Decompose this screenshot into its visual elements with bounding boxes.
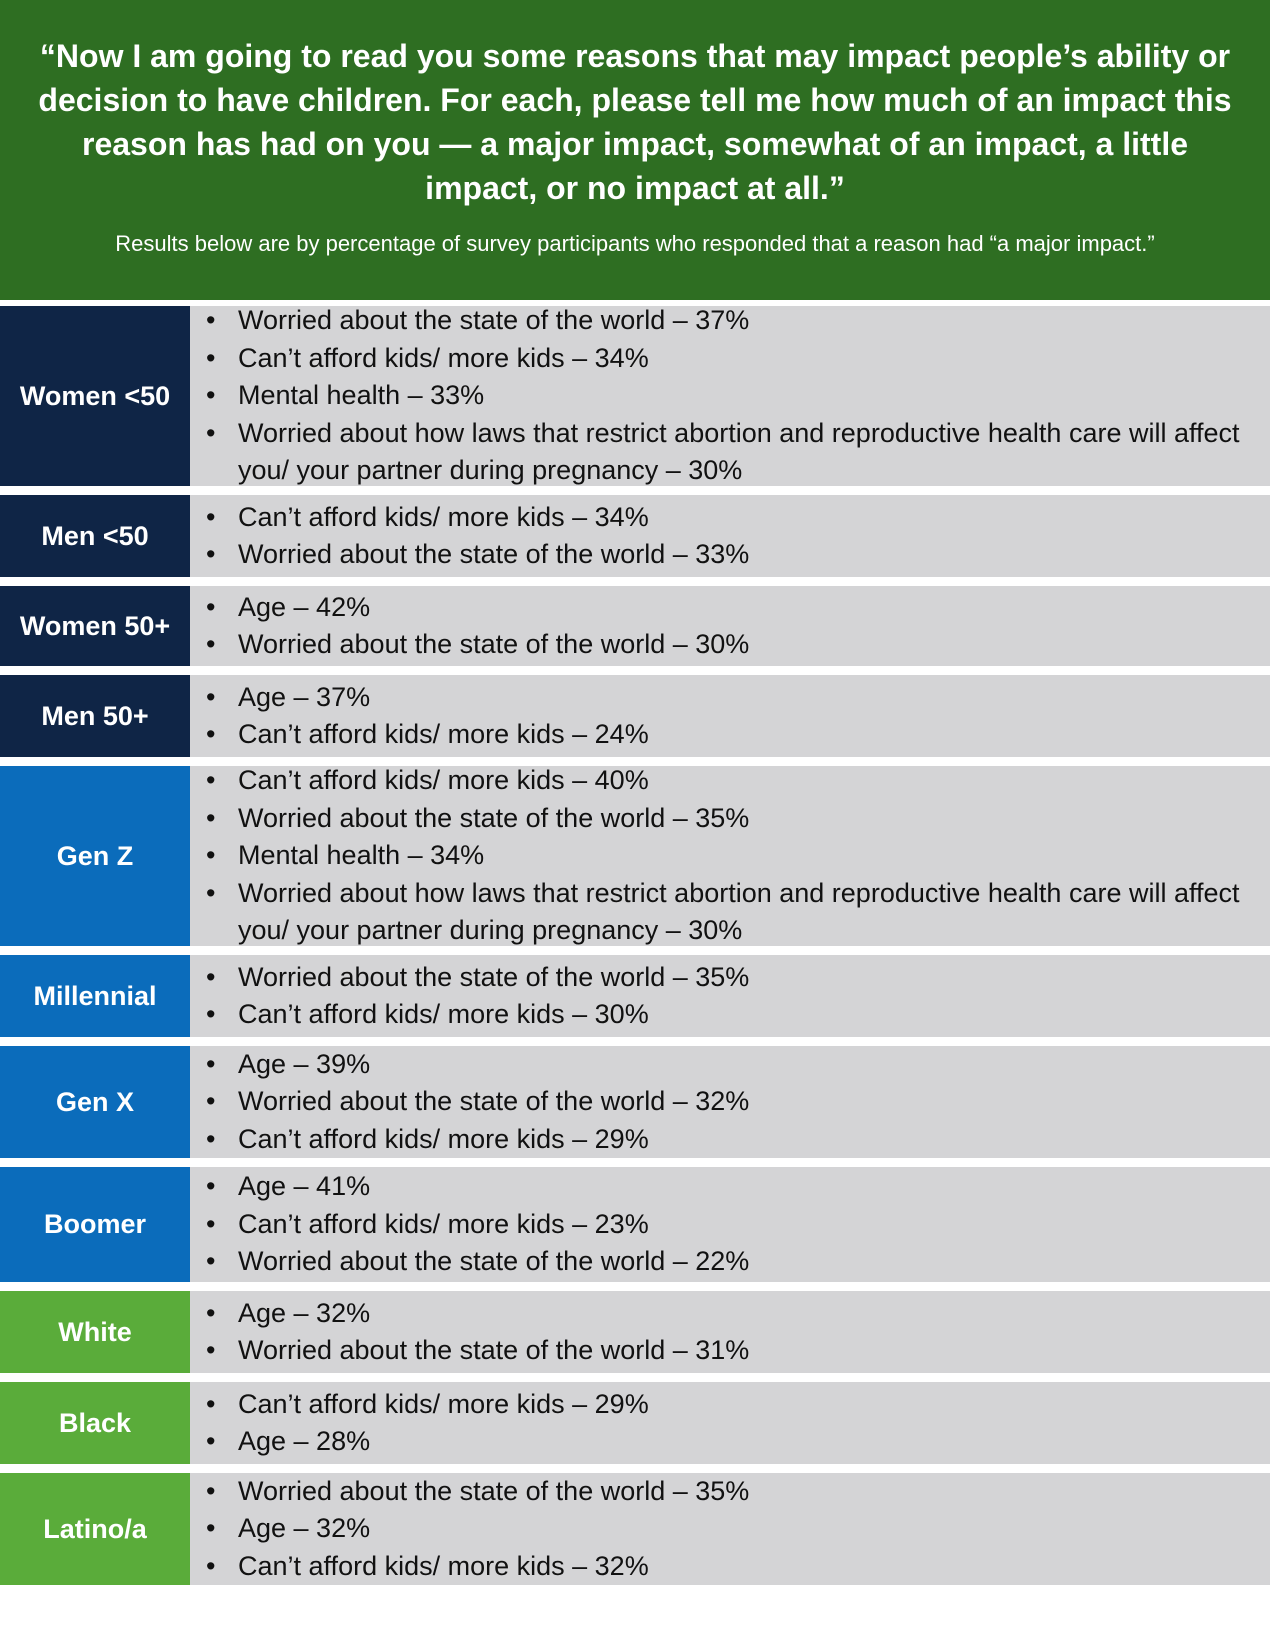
bullet-icon: • <box>206 305 216 336</box>
list-item <box>206 1083 1250 1121</box>
list-item <box>206 1548 1250 1586</box>
group-reasons <box>190 675 1270 757</box>
group-row <box>0 586 1270 666</box>
group-label: Women 50+ <box>0 586 190 666</box>
group-label: Boomer <box>0 1167 190 1282</box>
bullet-icon: • <box>206 840 216 871</box>
bullet-icon: • <box>206 999 216 1029</box>
reason-list <box>206 1046 1250 1159</box>
list-item <box>206 959 1250 997</box>
reason-text: Age – 32% <box>238 1513 371 1544</box>
list-item <box>206 1473 1250 1511</box>
group-label: Women <50 <box>0 306 190 486</box>
bullet-icon: • <box>206 1246 216 1277</box>
group-label: White <box>0 1291 190 1373</box>
reason-text: Can’t afford kids/ more kids – 34% <box>238 501 649 532</box>
group-row <box>0 1382 1270 1464</box>
group-label: Men 50+ <box>0 675 190 757</box>
group-label: Latino/a <box>0 1473 190 1585</box>
bullet-icon: • <box>206 1297 216 1328</box>
list-item <box>206 679 1250 717</box>
list-item <box>206 626 1250 664</box>
reason-text: Can’t afford kids/ more kids – 29% <box>238 1123 649 1154</box>
bullet-icon: • <box>206 1550 216 1581</box>
group-reasons <box>190 1473 1270 1585</box>
group-reasons <box>190 955 1270 1037</box>
group-row <box>0 1473 1270 1585</box>
group-row <box>0 1291 1270 1373</box>
reason-list <box>206 762 1250 950</box>
reason-list <box>206 1473 1250 1586</box>
bullet-icon: • <box>206 802 216 833</box>
reason-text: Worried about the state of the world – 35% <box>238 961 750 992</box>
list-item <box>206 340 1250 378</box>
bullet-icon: • <box>206 961 216 992</box>
group-label: Millennial <box>0 955 190 1037</box>
bullet-icon: • <box>206 501 216 532</box>
list-item <box>206 762 1250 800</box>
group-reasons <box>190 1382 1270 1464</box>
list-item <box>206 377 1250 415</box>
bullet-icon: • <box>206 1513 216 1544</box>
group-row <box>0 766 1270 946</box>
group-row <box>0 495 1270 577</box>
bullet-icon: • <box>206 1475 216 1506</box>
reason-list <box>206 499 1250 574</box>
reason-list <box>206 302 1250 490</box>
group-row <box>0 306 1270 486</box>
group-label: Gen Z <box>0 766 190 946</box>
list-item <box>206 875 1250 950</box>
bullet-icon: • <box>206 719 216 749</box>
reason-text: Worried about the state of the world – 33% <box>238 539 750 569</box>
bullet-icon: • <box>206 1048 216 1079</box>
reason-text: Worried about the state of the world – 30% <box>238 629 750 659</box>
bullet-icon: • <box>206 681 216 712</box>
question-header <box>0 0 1270 300</box>
group-reasons <box>190 1167 1270 1282</box>
list-item <box>206 1386 1250 1424</box>
reason-list <box>206 959 1250 1034</box>
bullet-icon: • <box>206 1086 216 1117</box>
reason-text: Age – 37% <box>238 681 371 712</box>
list-item <box>206 1295 1250 1333</box>
reason-list <box>206 589 1250 664</box>
survey-question: “Now I am going to read you some reasons that may impact people’s ability or decision to have children. For each, please tell me how much of an impact this reason has had on you — a major impact, somewhat of an impact, a little impact, or no impact at all.” <box>38 38 1232 206</box>
list-item <box>206 1243 1250 1281</box>
list-item <box>206 1206 1250 1244</box>
list-item <box>206 996 1250 1034</box>
group-row <box>0 1046 1270 1158</box>
list-item <box>206 1510 1250 1548</box>
bullet-icon: • <box>206 591 216 622</box>
bullet-icon: • <box>206 1335 216 1365</box>
group-reasons <box>190 1291 1270 1373</box>
group-label: Gen X <box>0 1046 190 1158</box>
list-item <box>206 716 1250 754</box>
reason-text: Worried about the state of the world – 37% <box>238 305 750 336</box>
reason-text: Can’t afford kids/ more kids – 29% <box>238 1388 649 1419</box>
reason-text: Can’t afford kids/ more kids – 24% <box>238 719 649 749</box>
bullet-icon: • <box>206 380 216 411</box>
reason-list <box>206 1168 1250 1281</box>
list-item <box>206 1168 1250 1206</box>
group-label: Men <50 <box>0 495 190 577</box>
reason-text: Age – 32% <box>238 1297 371 1328</box>
bullet-icon: • <box>206 1123 216 1154</box>
reason-text: Worried about how laws that restrict abortion and reproductive health care will affect you/ your partner during pregnancy – 30% <box>238 877 1240 946</box>
bullet-icon: • <box>206 1208 216 1239</box>
list-item <box>206 302 1250 340</box>
reason-text: Can’t afford kids/ more kids – 30% <box>238 999 649 1029</box>
reason-text: Can’t afford kids/ more kids – 32% <box>238 1550 649 1581</box>
list-item <box>206 837 1250 875</box>
bullet-icon: • <box>206 629 216 659</box>
group-reasons <box>190 495 1270 577</box>
reason-text: Worried about the state of the world – 35% <box>238 1475 750 1506</box>
bullet-icon: • <box>206 342 216 373</box>
reason-text: Age – 41% <box>238 1171 371 1202</box>
bullet-icon: • <box>206 877 216 908</box>
reason-text: Worried about the state of the world – 22% <box>238 1246 750 1277</box>
group-reasons <box>190 766 1270 946</box>
reason-text: Can’t afford kids/ more kids – 40% <box>238 765 649 796</box>
list-item <box>206 1332 1250 1370</box>
group-row <box>0 955 1270 1037</box>
reason-text: Worried about the state of the world – 35% <box>238 802 750 833</box>
group-row <box>0 675 1270 757</box>
results-table <box>0 306 1270 1594</box>
list-item <box>206 1046 1250 1084</box>
reason-text: Age – 28% <box>238 1426 371 1456</box>
group-label: Black <box>0 1382 190 1464</box>
reason-text: Can’t afford kids/ more kids – 23% <box>238 1208 649 1239</box>
reason-text: Can’t afford kids/ more kids – 34% <box>238 342 649 373</box>
bullet-icon: • <box>206 1388 216 1419</box>
bullet-icon: • <box>206 539 216 569</box>
bullet-icon: • <box>206 417 216 448</box>
reason-text: Age – 42% <box>238 591 371 622</box>
bullet-icon: • <box>206 1171 216 1202</box>
reason-list <box>206 1386 1250 1461</box>
list-item <box>206 1423 1250 1461</box>
bullet-icon: • <box>206 1426 216 1456</box>
reason-text: Mental health – 34% <box>238 840 485 871</box>
reason-text: Mental health – 33% <box>238 380 485 411</box>
reason-text: Age – 39% <box>238 1048 371 1079</box>
results-note: Results below are by percentage of survey participants who responded that a reason had “a major impact.” <box>115 231 1155 256</box>
reason-text: Worried about the state of the world – 32% <box>238 1086 750 1117</box>
list-item <box>206 589 1250 627</box>
list-item <box>206 1121 1250 1159</box>
list-item <box>206 536 1250 574</box>
reason-list <box>206 679 1250 754</box>
group-reasons <box>190 586 1270 666</box>
list-item <box>206 800 1250 838</box>
list-item <box>206 415 1250 490</box>
reason-text: Worried about the state of the world – 31% <box>238 1335 750 1365</box>
group-row <box>0 1167 1270 1282</box>
group-reasons <box>190 1046 1270 1158</box>
group-reasons <box>190 306 1270 486</box>
bullet-icon: • <box>206 765 216 796</box>
list-item <box>206 499 1250 537</box>
reason-list <box>206 1295 1250 1370</box>
reason-text: Worried about how laws that restrict abortion and reproductive health care will affect you/ your partner during pregnancy – 30% <box>238 417 1240 486</box>
